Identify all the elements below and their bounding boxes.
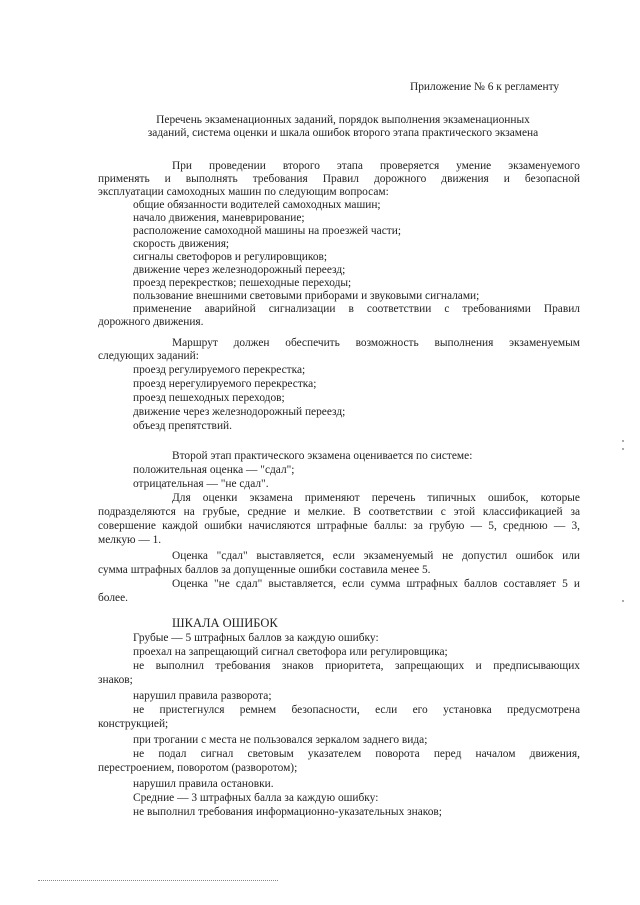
- grading-p1-line-1: Для оценки экзамена применяют перечень типичных ошибок, которые: [172, 492, 580, 504]
- medium-errors-heading: Средние — 3 штрафных балла за каждую ошибку:: [133, 792, 379, 804]
- gross-error-item-cont: знаков;: [98, 674, 133, 686]
- topic-item: начало движения, маневрирование;: [133, 212, 305, 224]
- medium-error-item: не выполнил требования информационно-указательных знаков;: [133, 806, 442, 818]
- gross-errors-heading: Грубые — 5 штрафных баллов за каждую ошибку:: [133, 632, 379, 644]
- topic-item: сигналы светофоров и регулировщиков;: [133, 251, 328, 263]
- topic-item: скорость движения;: [133, 238, 230, 250]
- title-line-2: заданий, система оценки и шкала ошибок второго этапа практического экзамена: [147, 127, 539, 139]
- topic-item: пользование внешними световыми приборами и звуковыми сигналами;: [133, 290, 480, 302]
- route-line-2: следующих заданий:: [98, 350, 199, 362]
- appendix-reference: Приложение № 6 к регламенту: [410, 81, 560, 93]
- error-scale-heading: ШКАЛА ОШИБОК: [172, 616, 278, 630]
- intro-line-1: При проведении второго этапа проверяется умение экзаменуемого: [172, 160, 580, 172]
- topic-item: проезд перекрестков; пешеходные переходы;: [133, 277, 352, 289]
- topic-item: движение через железнодорожный переезд;: [133, 264, 346, 276]
- scan-artifact: [622, 448, 624, 450]
- scan-artifact: [622, 440, 624, 442]
- topic-last-line-2: дорожного движения.: [98, 316, 204, 328]
- grading-p1-line-2: подразделяются на грубые, средние и мелкие. В соответствии с этой классификацией за: [98, 506, 580, 518]
- grading-positive: положительная оценка — "сдал";: [133, 464, 295, 476]
- grading-p1-line-3: совершение каждой ошибки начисляются штрафные баллы: за грубую — 5, среднюю — 3,: [98, 520, 580, 532]
- gross-error-item-cont: конструкцией;: [98, 718, 169, 730]
- gross-error-item: не пристегнулся ремнем безопасности, если его установка предусмотрена: [133, 704, 580, 716]
- grading-p2-line-2: сумма штрафных баллов за допущенные ошибки составила менее 5.: [98, 564, 431, 576]
- grading-p2-line-1: Оценка "сдал" выставляется, если экзаменуемый не допустил ошибок или: [172, 550, 580, 562]
- topic-item: расположение самоходной машины на проезжей части;: [133, 225, 402, 237]
- route-item: проезд регулируемого перекрестка;: [133, 364, 306, 376]
- footer-rule: [38, 880, 278, 881]
- scan-artifact: [622, 600, 624, 602]
- grading-negative: отрицательная — "не сдал".: [133, 478, 269, 490]
- topic-item: общие обязанности водителей самоходных машин;: [133, 199, 381, 211]
- gross-error-item: при трогании с места не пользовался зеркалом заднего вида;: [133, 734, 428, 746]
- title-line-1: Перечень экзаменационных заданий, порядок выполнения экзаменационных: [156, 114, 530, 126]
- grading-intro: Второй этап практического экзамена оценивается по системе:: [172, 450, 473, 462]
- gross-error-item: нарушил правила разворота;: [133, 690, 272, 702]
- route-item: объезд препятствий.: [133, 420, 232, 432]
- gross-error-item-cont: перестроением, поворотом (разворотом);: [98, 762, 298, 774]
- gross-error-item: не выполнил требования знаков приоритета, запрещающих и предписывающих: [133, 660, 580, 672]
- intro-line-3: эксплуатации самоходных машин по следующим вопросам:: [98, 186, 389, 198]
- grading-p1-line-4: мелкую — 1.: [98, 534, 162, 546]
- route-item: движение через железнодорожный переезд;: [133, 406, 346, 418]
- gross-error-item: нарушил правила остановки.: [133, 778, 274, 790]
- route-line-1: Маршрут должен обеспечить возможность выполнения экзаменуемым: [172, 337, 580, 349]
- route-item: проезд нерегулируемого перекрестка;: [133, 378, 317, 390]
- topic-last-line-1: применение аварийной сигнализации в соответствии с требованиями Правил: [133, 303, 580, 315]
- grading-p3-line-2: более.: [98, 592, 128, 604]
- route-item: проезд пешеходных переходов;: [133, 392, 285, 404]
- gross-error-item: не подал сигнал световым указателем поворота перед началом движения,: [133, 748, 580, 760]
- gross-error-item: проехал на запрещающий сигнал светофора или регулировщика;: [133, 646, 448, 658]
- grading-p3-line-1: Оценка "не сдал" выставляется, если сумма штрафных баллов составляет 5 и: [172, 578, 580, 590]
- intro-line-2: применять и выполнять требования Правил дорожного движения и безопасной: [98, 173, 580, 185]
